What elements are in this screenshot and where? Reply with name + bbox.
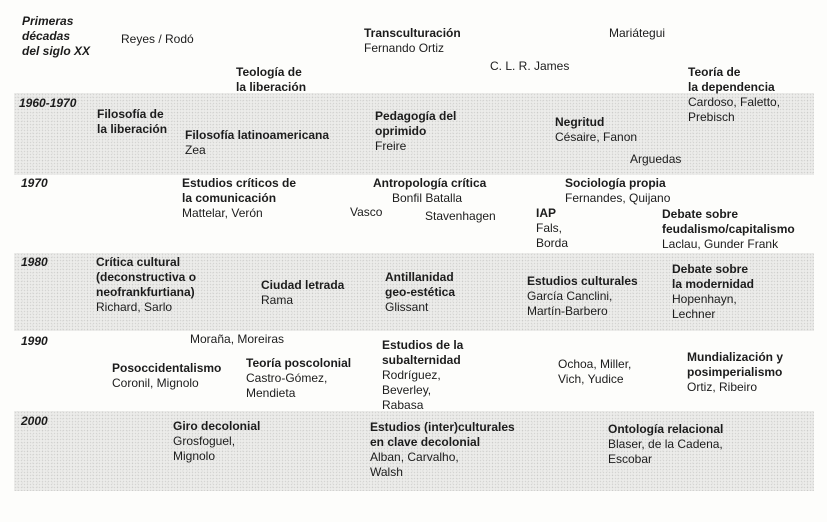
era-1990: 1990 [21,334,48,348]
debate-feudalismo-node: Debate sobre feudalismo/capitalismo Laclau, Gunder Frank [662,207,795,251]
giro-decolonial-node: Giro decolonial Grosfoguel, Mignolo [173,419,261,463]
era-1980: 1980 [21,255,48,269]
vasco-label: Vasco [350,205,383,219]
antropologia-critica-node: Antropología crítica Bonfil Batalla [373,176,487,205]
era-1960-1970: 1960-1970 [19,96,77,110]
posoccidentalismo-node: Posoccidentalismo Coronil, Mignolo [112,361,222,390]
arguedas-label: Arguedas [630,152,682,166]
teologia-liberacion-node: Teología de la liberación [236,65,307,94]
estudios-comunicacion-node: Estudios críticos de la comunicación Mattelar, Verón [182,176,297,220]
iap-node: IAP Fals, Borda [536,206,569,250]
morana-moreiras-label: Moraña, Moreiras [190,332,285,346]
filosofia-liberacion-node: Filosofía de la liberación [97,107,168,136]
mariategui-label: Mariátegui [609,26,666,40]
debate-modernidad-node: Debate sobre la modernidad Hopenhayn, Lechner [672,262,755,321]
filosofia-latinoamericana-node: Filosofía latinoamericana Zea [185,128,330,157]
reyes-rodo-label: Reyes / Rodó [121,32,194,46]
clr-james-label: C. L. R. James [490,59,570,73]
estudios-interculturales-node: Estudios (inter)culturales en clave decolonial Alban, Carvalho, Walsh [370,420,515,479]
mundializacion-node: Mundialización y posimperialismo Ortiz, Ribeiro [687,350,784,394]
antillanidad-node: Antillanidad geo-estética Glissant [385,270,456,314]
ontologia-relacional-node: Ontología relacional Blaser, de la Cadena, Escobar [608,422,724,466]
estudios-culturales-node: Estudios culturales García Canclini, Martín-Barbero [527,274,638,318]
critica-cultural-node: Crítica cultural (deconstructiva o neofrankfurtiana) Richard, Sarlo [96,255,197,314]
teoria-dependencia-node: Teoría de la dependencia Cardoso, Faletto, Prebisch [688,65,781,124]
teoria-poscolonial-node: Teoría poscolonial Castro-Gómez, Mendieta [246,356,352,400]
ciudad-letrada-node: Ciudad letrada Rama [261,278,345,307]
era-1970: 1970 [21,176,48,190]
era-2000: 2000 [21,414,48,428]
sociologia-propia-node: Sociología propia Fernandes, Quijano [565,176,671,205]
stavenhagen-label: Stavenhagen [425,209,496,223]
estudios-subalternidad-node: Estudios de la subalternidad Rodríguez, Beverley, Rabasa [382,338,464,412]
ochoa-miller-node: Ochoa, Miller, Vich, Yudice [558,357,632,386]
transculturacion-node: Transculturación Fernando Ortiz [364,26,461,55]
pedagogia-oprimido-node: Pedagogía del oprimido Freire [375,109,457,153]
era-early-20th-century: Primeras décadas del siglo XX [22,14,91,58]
negritud-node: Negritud Césaire, Fanon [555,115,638,144]
